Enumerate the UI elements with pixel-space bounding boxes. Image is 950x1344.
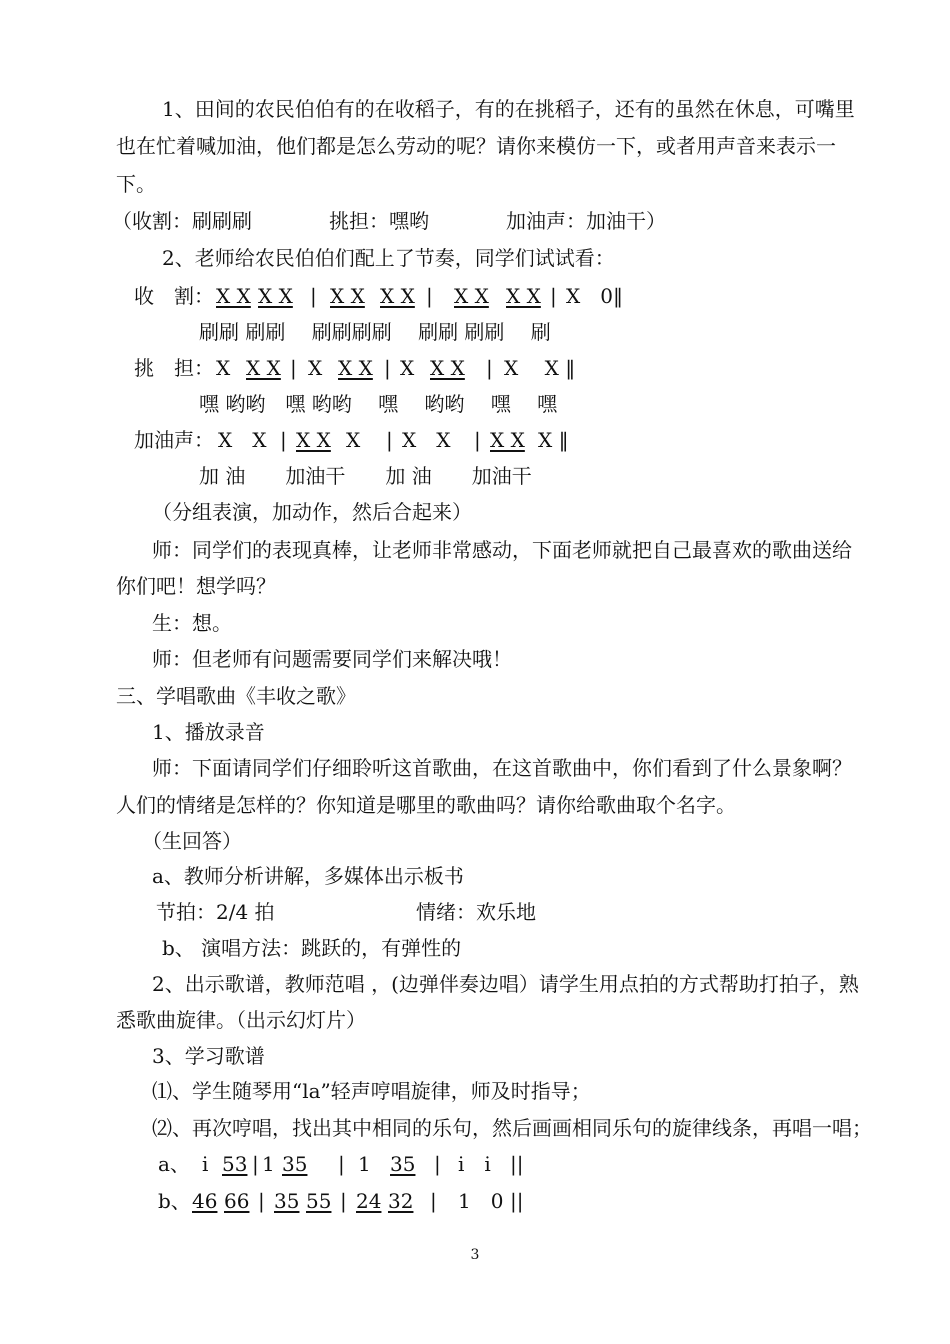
rhythm-cheer [134,426,654,454]
melody-label: a、 [158,1152,190,1176]
rhythm-carry [134,354,654,382]
item-b: b、 演唱方法：跳跃的，有弹性的 [162,936,462,960]
barline: | [486,356,493,380]
sub-step-1: ⑴、学生随琴用“la”轻声哼唱旋律，师及时指导； [152,1079,591,1103]
rhythm-note: X [346,428,361,452]
barline: | [550,284,557,308]
hint-cheer: 加油声：加油干） [506,209,666,233]
barline: | [290,356,297,380]
rhythm-note: X [308,356,323,380]
double-barline: || [510,1152,524,1176]
lyrics-harvest: 刷刷 刷刷 刷刷刷刷 刷刷 刷刷 刷 [199,320,551,344]
melody-note: 1 [262,1152,275,1176]
student-line: 生：想。 [152,611,232,635]
melody-label: b、 [158,1189,191,1213]
melody-note: i [202,1152,209,1176]
item-a: a、教师分析讲解，多媒体出示板书 [152,864,464,888]
rhythm-harvest [134,282,654,310]
step-3: 3、学习歌谱 [152,1044,265,1068]
rhythm-note: X X [246,356,281,380]
rhythm-label: 收 割： [134,284,214,308]
rhythm-note: X X [402,428,451,452]
barline: | [280,428,287,452]
student-answer: （生回答） [142,829,242,853]
hint-harvest: （收割：刷刷刷 [112,209,252,233]
rhythm-end: X X ‖ [504,356,576,380]
step-2-line-2: 悉歌曲旋律。（出示幻灯片） [116,1008,366,1032]
rhythm-end: X 0‖ [566,284,623,308]
meter-mood [156,898,656,926]
meter: 节拍：2/4 拍 [156,900,275,924]
double-barline: || [510,1189,524,1213]
melody-note: 35 [282,1152,308,1176]
melody-note: 32 [388,1189,414,1213]
rhythm-note: X X [330,284,365,308]
rhythm-note: X X [296,428,331,452]
rhythm-note: X [216,356,231,380]
mood: 情绪：欢乐地 [416,900,536,924]
lyrics-carry: 嘿 哟哟 嘿 哟哟 嘿 哟哟 嘿 嘿 [199,392,558,416]
melody-note: 53 [222,1152,248,1176]
page-number: 3 [470,1247,480,1263]
teacher-line-3: 师：下面请同学们仔细聆听这首歌曲，在这首歌曲中，你们看到了什么景象啊？ [152,756,852,780]
melody-note: i i [458,1152,491,1176]
barline: | [474,428,481,452]
melody-a [158,1150,558,1178]
teacher-line-2: 师：但老师有问题需要同学们来解决哦！ [152,647,512,671]
barline: | [252,1152,259,1176]
barline: | [386,428,393,452]
barline: | [340,1189,347,1213]
teacher-line-1b: 你们吧！想学吗？ [116,574,276,598]
teacher-line-3b: 人们的情绪是怎样的？你知道是哪里的歌曲吗？请你给歌曲取个名字。 [116,793,736,817]
melody-note: 1 0 [458,1189,504,1213]
paragraph-1-line-1: 1、田间的农民伯伯有的在收稻子，有的在挑稻子，还有的虽然在休息，可嘴里 [162,97,855,121]
barline: | [258,1189,265,1213]
section-heading: 三、学唱歌曲《丰收之歌》 [116,684,356,708]
rhythm-note: X X [218,428,267,452]
melody-b [158,1187,558,1215]
melody-note: 1 [358,1152,371,1176]
rhythm-note: X X [430,356,465,380]
rhythm-note: X X [380,284,415,308]
melody-note: 66 [224,1189,250,1213]
step-2-line-1: 2、出示歌谱，教师范唱 ，(边弹伴奏边唱）请学生用点拍的方式帮助打拍子，熟 [152,972,859,996]
rhythm-label: 挑 担： [134,356,214,380]
rhythm-label: 加油声： [134,428,214,452]
barline: | [338,1152,345,1176]
rhythm-note: X X [216,284,251,308]
step-1: 1、播放录音 [152,720,265,744]
paragraph-1-line-2: 也在忙着喊加油，他们都是怎么劳动的呢？请你来模仿一下，或者用声音来表示一 [116,134,836,158]
melody-note: 24 [356,1189,382,1213]
barline: | [384,356,391,380]
paragraph-2: 2、老师给农民伯伯们配上了节奏，同学们试试看： [162,246,615,270]
paragraph-1-line-3: 下。 [116,172,156,196]
barline: | [310,284,317,308]
melody-note: 46 [192,1189,218,1213]
lyrics-cheer: 加 油 加油干 加 油 加油干 [199,464,532,488]
teacher-line-1: 师：同学们的表现真棒，让老师非常感动，下面老师就把自己最喜欢的歌曲送给 [152,538,852,562]
sub-step-2: ⑵、再次哼唱，找出其中相同的乐句，然后画画相同乐句的旋律线条，再唱一唱； [152,1116,872,1140]
barline: | [430,1189,437,1213]
barline: | [426,284,433,308]
barline: | [434,1152,441,1176]
rhythm-note: X X [454,284,489,308]
melody-note: 35 [274,1189,300,1213]
performance-note: （分组表演，加动作，然后合起来） [152,500,472,524]
rhythm-note: X [400,356,415,380]
rhythm-note: X X [490,428,525,452]
melody-note: 55 [306,1189,332,1213]
hint-line [112,207,666,235]
hint-carry: 挑担：嘿哟 [329,209,429,233]
rhythm-note: X X [506,284,541,308]
rhythm-end: X ‖ [538,428,569,452]
rhythm-note: X X [258,284,293,308]
melody-note: 35 [390,1152,416,1176]
rhythm-note: X X [338,356,373,380]
